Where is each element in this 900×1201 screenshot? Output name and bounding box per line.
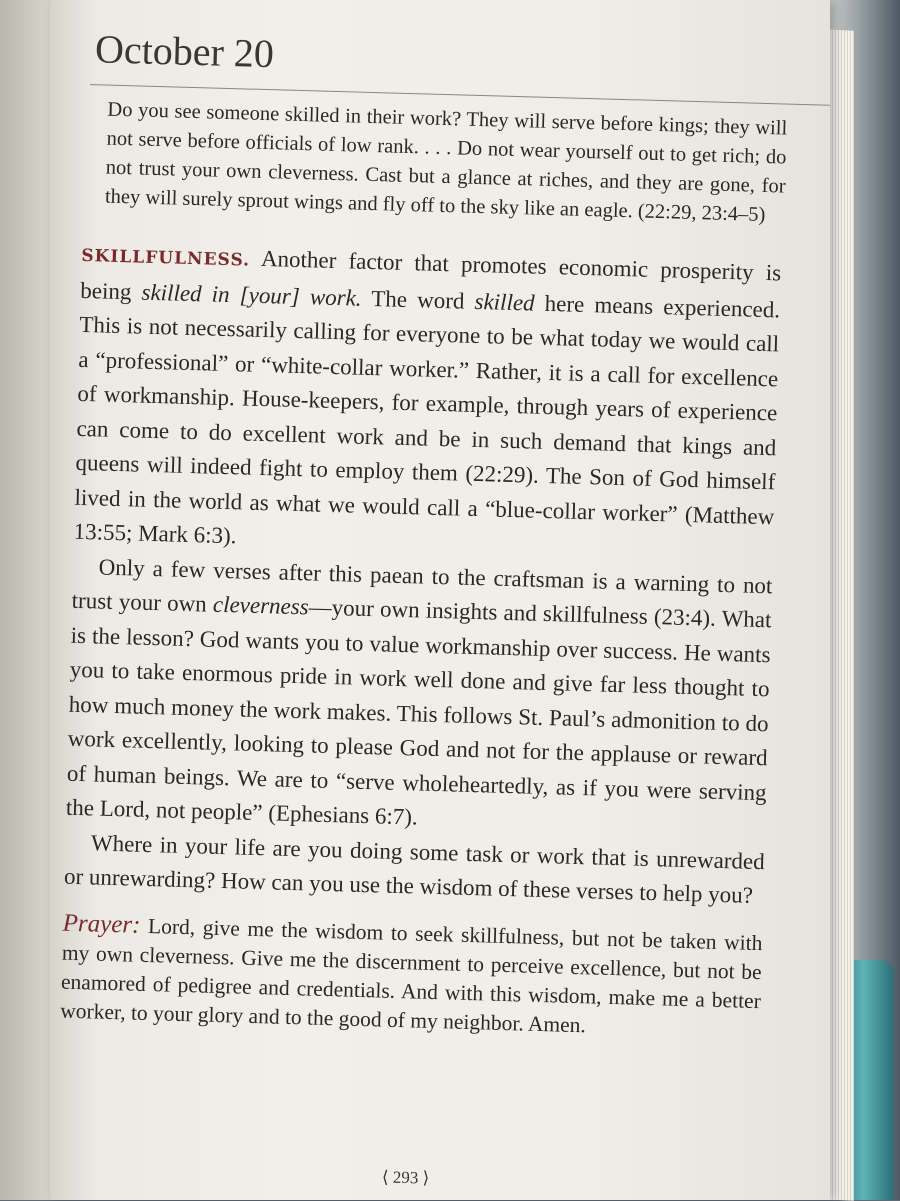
- paragraph-lesson: Only a few verses after this paean to the craftsman is a warning to not trust your own cleverness—your own insights and skillfulness (23:4). What is the lesson? God wants you to value workmanship over success. He wants you to take enormous pride in work well done and give far less thought to how much money the work makes. This follows St. Paul’s admonition to do work excellently, looking to please God and not for the applause or reward of human beings. We are to “serve wholeheartedly, as if you were serving the Lord, not people” (Ephesians 6:7).: [65, 554, 773, 830]
- prayer-label: Prayer:: [62, 909, 141, 939]
- section-heading: SKILLFULNESS.: [81, 245, 251, 271]
- bleed-through-text: [808, 50, 821, 91]
- page-content: [60, 18, 808, 1045]
- paragraph-reflection: Where in your life are you doing some task or work that is unrewarded or unrewarding? How can you use the wisdom of these verses to help you?: [63, 829, 766, 908]
- prayer-paragraph: Prayer: Lord, give me the wisdom to seek skillfulness, but not be taken with my own cleverness. Give me the discernment to perceive excellence, but not be enamored of pedigree and credentials. And with this wisdom, make me a better worker, to your glory and to the good of my neighbor. Amen.: [59, 909, 763, 1037]
- page-number: ⟨ 293 ⟩: [381, 1167, 430, 1188]
- scripture-epigraph: Do you see someone skilled in their work? They will serve before kings; they will not serve before officials of low rank. . . . Do not wear yourself out to get rich; do not trust your own cleverness. Cast but a glance at riches, and they are gone, for they will surely sprout wings and fly off to the sky like an eagle. (22:29, 23:4–5): [104, 98, 788, 226]
- page-date-heading: October 20: [94, 26, 275, 77]
- paragraph-skillfulness: SKILLFULNESS. Another factor that promotes economic prosperity is being skilled in [your] work. The word skilled here means experienced. This is not necessarily calling for everyone to be what today we would call a “professional” or “white-collar worker.” Rather, it is a call for excellence of workmanship. House-keepers, for example, through years of experience can come to do excellent work and be in such demand that kings and queens will indeed fight to employ them (22:29). The Son of God himself lived in the world as what we would call a “blue-collar worker” (Matthew 13:55; Mark 6:3).: [73, 245, 782, 549]
